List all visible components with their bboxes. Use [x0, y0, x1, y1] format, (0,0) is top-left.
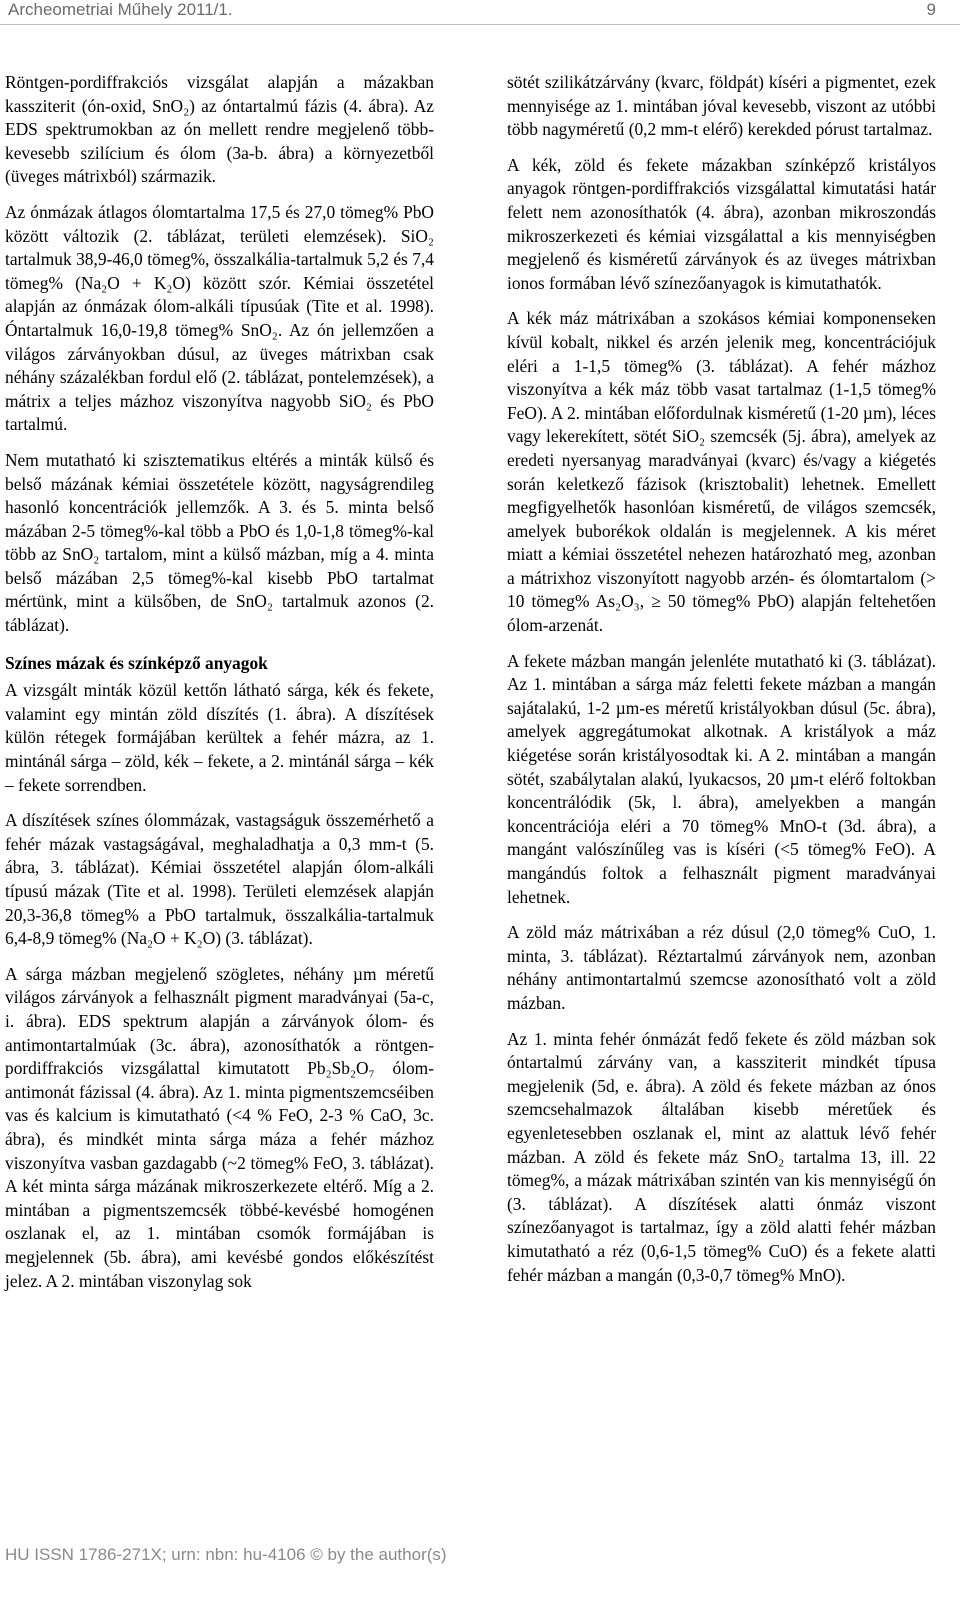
paragraph: A vizsgált minták közül kettőn látható sárga, kék és fekete, valamint egy mintán zöld díszítés (1. ábra). A díszítések külön rétegek formájában kerültek a fehér mázra, az 1. mintánál sárga – zöld, kék – fekete, a 2. mintánál sárga – kék – fekete sorrendben.: [5, 680, 434, 795]
page-header: [0, 0, 960, 25]
paragraph: Az 1. minta fehér ónmázát fedő fekete és zöld mázban sok óntartalmú zárvány van, a kassziterit mindkét típusa megjelenik (5d, e. ábra). A zöld és fekete mázban az ónos szemcsehalmazok általában kisebb méretűek és egyenletesebben oszlanak el, mint az alattuk lévő fehér mázban. A zöld és fekete máz SnO₂ tartalma 13, ill. 22 tömeg%, a mázak mátrixában szintén van kis mennyiségű ón (3. táblázat). A díszítések alatti ónmáz viszont színezőanyagot is tartalmaz, így a zöld alatti fehér mázban kimutatható a réz (0,6-1,5 tömeg% CuO) és a fekete alatti fehér mázban a mangán (0,3-0,7 tömeg% MnO).: [507, 1028, 936, 1285]
paragraph: Röntgen-pordiffrakciós vizsgálat alapján a mázakban kassziterit (ón-oxid, SnO₂) az óntartalmú fázis (4. ábra). Az EDS spektrumokban az ón mellett rendre megjelenő több-kevesebb szilícium és ólom (3a-b. ábra) a környezetből (üveges mátrixból) származik.: [5, 72, 434, 187]
right-column: [507, 71, 936, 1299]
left-column: [5, 71, 434, 1305]
journal-title: Archeometriai Műhely 2011/1.: [8, 0, 233, 19]
paragraph: A fekete mázban mangán jelenléte mutatható ki (3. táblázat). Az 1. mintában a sárga máz feletti fekete mázban a mangán sajátalakú, 1-2 µm-es méretű kristályokban dúsul (5c. ábra), amelyek aggregátumokat alkotnak. A kristályok a máz kiégetése során kristályosodtak ki. A 2. mintában a mangán sötét, szabálytalan alakú, lyukacsos, 20 µm-t elérő foltokban koncentrálódik (5k, l. ábra), amelyekben a mangán koncentrációja eléri a 70 tömeg% MnO-t (3d. ábra), a mangánt valószínűleg vas is kíséri (<5 tömeg% FeO). A mangándús foltok a felhasznált pigment maradványai lehetnek.: [507, 650, 936, 907]
paragraph: A kék máz mátrixában a szokásos kémiai komponenseken kívül kobalt, nikkel és arzén jelenik meg, koncentrációjuk eléri a 1-1,5 tömeg% (3. táblázat). A fehér mázhoz viszonyítva a kék máz több vasat tartalmaz (1-1,5 tömeg% FeO). A 2. mintában előfordulnak kisméretű (1-20 µm), léces vagy lekerekített, sötét SiO₂ szemcsék (5j. ábra), amelyek az eredeti nyersanyag maradványai (kvarc) és/vagy a kiégetés során keletkező fázisok (krisztobalit) lehetnek. Emellett megfigyelhetők hasonlóan kisméretű, de világos szemcsék, amelyek buborékok oldalán is megjelennek. A kis méret miatt a kémiai összetétel nehezen határozható meg, azonban a mátrixhoz viszonyított nagyobb arzén- és ólomtartalom (> 10 tömeg% As₂O₃, ≥ 50 tömeg% PbO) alapján feltehetően ólom-arzenát.: [507, 308, 936, 636]
paragraph: Nem mutatható ki szisztematikus eltérés a minták külső és belső mázának kémiai összetétele között, nagyságrendileg hasonló koncentrációk jellemzők. A 3. és 5. minta belső mázában 2-5 tömeg%-kal több a PbO és 1,0-1,8 tömeg%-kal több az SnO₂ tartalom, mint a külső mázban, míg a 4. minta belső mázában 2,5 tömeg%-kal kisebb PbO tartalmat mértünk, mint a külsőben, de SnO₂ tartalmuk azonos (2. táblázat).: [5, 449, 434, 636]
paragraph: Az ónmázak átlagos ólomtartalma 17,5 és 27,0 tömeg% PbO között változik (2. táblázat, területi elemzések). SiO₂ tartalmuk 38,9-46,0 tömeg%, összalkália-tartalmuk 5,2 és 7,4 tömeg% (Na₂O + K₂O) között szór. Kémiai összetétel alapján az ónmázak ólom-alkáli típusúak (Tite et al. 1998). Óntartalmuk 16,0-19,8 tömeg% SnO₂. Az ón jellemzően a világos zárványokban dúsul, az üveges mátrixban csak néhány százalékban fordul elő (2. táblázat, pontelemzések), a mátrix a teljes mázhoz viszonyítva nagyobb SiO₂ és PbO tartalmú.: [5, 201, 434, 435]
paragraph: A kék, zöld és fekete mázakban színképző kristályos anyagok röntgen-pordiffrakciós vizsgálattal kimutatási határ felett nem azonosíthatók (4. ábra), azonban mikroszondás mikroszerkezeti és kémiai vizsgálattal a kis mennyiségben megjelenő és kisméretű zárványok és az üveges mátrixban ionos formában lévő színezőanyagok is kimutathatók.: [507, 154, 936, 293]
paragraph: A zöld máz mátrixában a réz dúsul (2,0 tömeg% CuO, 1. minta, 3. táblázat). Réztartalmú zárványok nem, azonban néhány antimontartalmú szemcse azonosítható volt a zöld mázban.: [507, 922, 936, 1013]
page-number: 9: [926, 0, 936, 19]
section-heading: Színes mázak és színképző anyagok: [5, 652, 268, 673]
paragraph: sötét szilikátzárvány (kvarc, földpát) kíséri a pigmentet, ezek mennyisége az 1. mintában jóval kevesebb, viszont az utóbbi több nagyméretű (0,2 mm-t elérő) kerekded pórust tartalmaz.: [507, 72, 936, 140]
page-footer: HU ISSN 1786-271X; urn: nbn: hu-4106 © by the author(s): [5, 1545, 447, 1564]
paragraph: A díszítések színes ólommázak, vastagságuk összemérhető a fehér mázak vastagságával, meghaladhatja a 0,3 mm-t (5. ábra, 3. táblázat). Kémiai összetétel alapján ólom-alkáli típusú mázak (Tite et al. 1998). Területi elemzések alapján 20,3-36,8 tömeg% a PbO tartalmuk, összalkália-tartalmuk 6,4-8,9 tömeg% (Na₂O + K₂O) (3. táblázat).: [5, 810, 434, 949]
paragraph: A sárga mázban megjelenő szögletes, néhány µm méretű világos zárványok a felhasznált pigment maradványai (5a-c, i. ábra). EDS spektrum alapján a zárványok ólom- és antimontartalmúak (3c. ábra), azonosíthatók a röntgen-pordiffrakciós vizsgálattal kimutatott Pb₂Sb₂O₇ ólom-antimonát fázissal (4. ábra). Az 1. minta pigmentszemcséiben vas és kalcium is kimutatható (<4 % FeO, 2-3 % CaO, 3c. ábra), és mindkét minta sárga máza a fehér mázhoz viszonyítva vasban gazdagabb (~2 tömeg% FeO, 3. táblázat). A két minta sárga mázának mikroszerkezete eltérő. Míg a 2. mintában a pigmentszemcsék többé-kevésbé homogénen oszlanak el, az 1. mintában csomók formájában is megjelennek (5b. ábra), ami kevésbé gondos előkészítést jelez. A 2. mintában viszonylag sok: [5, 963, 434, 1291]
